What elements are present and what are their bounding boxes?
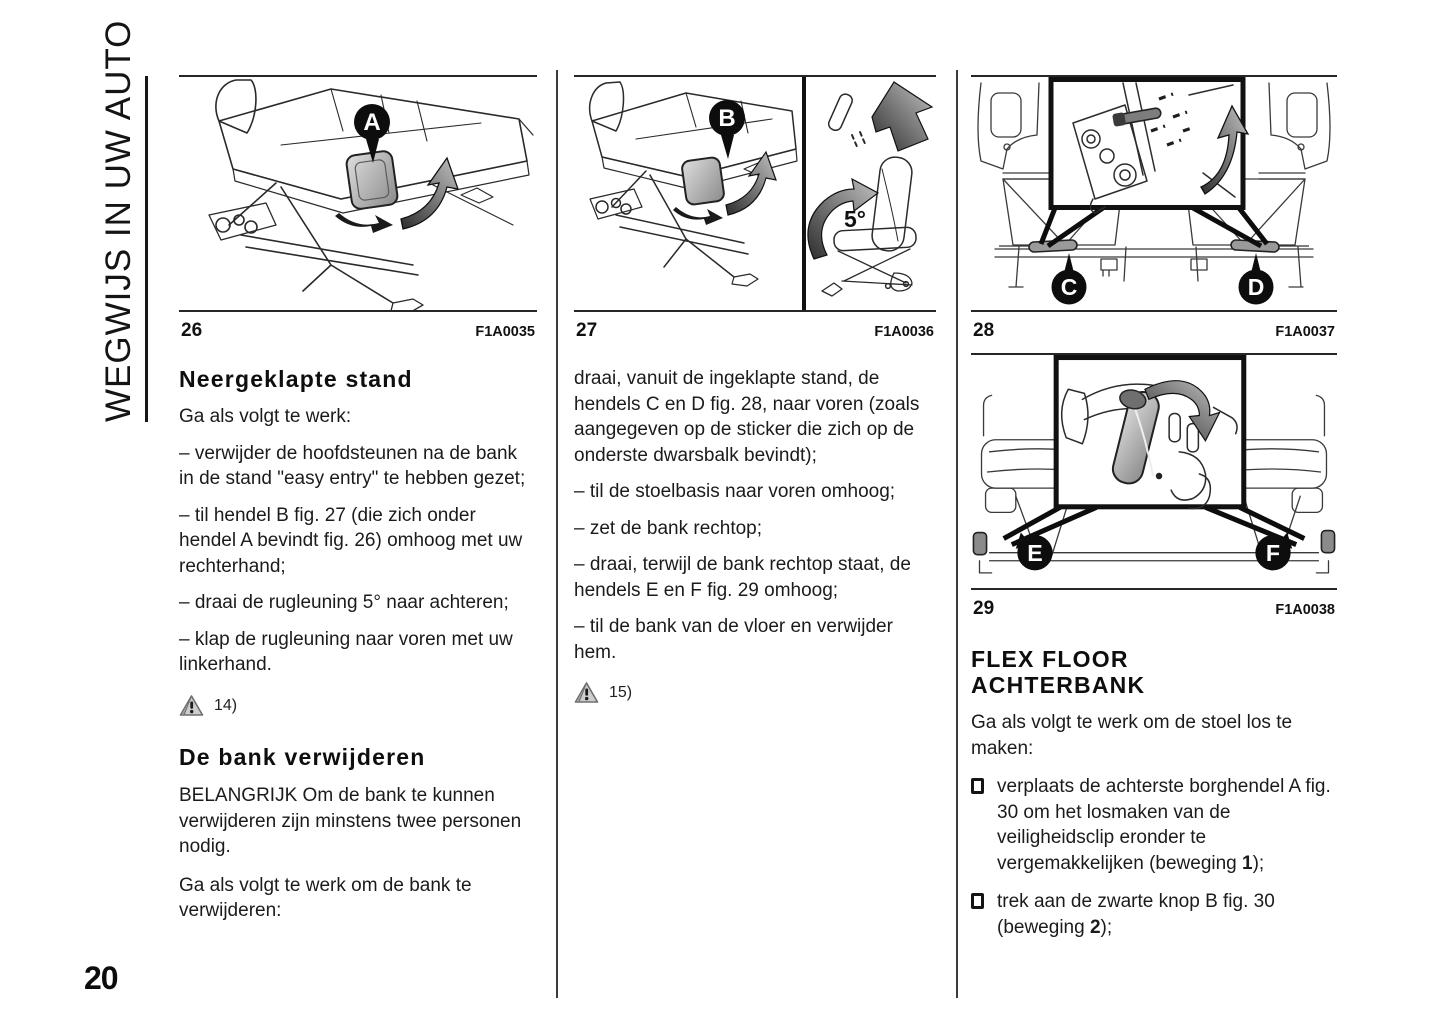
figure-26-code: F1A0035 bbox=[475, 324, 535, 340]
section-heading-neergeklapte-stand: Neergeklapte stand bbox=[179, 366, 413, 392]
label-a-text: A bbox=[363, 109, 381, 136]
col1-item-2: – til hendel B fig. 27 (die zich onder hendel A bevindt fig. 26) omhoog met uw rechterhand; bbox=[179, 504, 523, 577]
figure-29-caption bbox=[971, 590, 1337, 618]
label-d-text: D bbox=[1247, 274, 1265, 300]
col3-bullet-2-post: ); bbox=[1100, 916, 1113, 938]
col1-item-3: – draai de rugleuning 5° naar achteren; bbox=[179, 592, 509, 613]
column-divider-2 bbox=[956, 70, 958, 998]
figure-29-code: F1A0038 bbox=[1275, 602, 1335, 618]
col1-belangrijk-paragraph: BELANGRIJK Om de bank te kunnen verwijderen zijn minstens twee personen nodig. bbox=[179, 785, 522, 857]
col1-item-1: – verwijder de hoofdsteunen na de bank in de stand "easy entry" te hebben gezet; bbox=[179, 442, 526, 489]
col3-bullet-1-bold: 1 bbox=[1242, 852, 1253, 874]
warning-triangle-icon bbox=[574, 681, 599, 704]
chapter-title-vertical: WEGWIJS IN UW AUTO bbox=[99, 19, 138, 422]
column-divider-1 bbox=[556, 70, 558, 998]
label-b-text: B bbox=[718, 105, 736, 132]
column-3 bbox=[971, 75, 1337, 940]
figure-26-caption bbox=[179, 312, 537, 340]
col3-bullet-2-pre: trek aan de zwarte knop B fig. 30 (beweging bbox=[997, 891, 1275, 938]
figure-28-art bbox=[971, 75, 1337, 312]
col2-item-2: – zet de bank rechtop; bbox=[574, 517, 763, 539]
checkbox-bullet-icon bbox=[971, 778, 984, 794]
seat-folded-handle-a-illustration bbox=[179, 77, 537, 310]
warning-note-15 bbox=[574, 680, 936, 706]
col3-intro: Ga als volgt te werk om de stoel los te maken: bbox=[971, 712, 1293, 759]
figure-28 bbox=[971, 75, 1337, 340]
figure-28-inset bbox=[1051, 80, 1243, 208]
figure-29 bbox=[971, 353, 1337, 618]
figure-27-panel-divider bbox=[802, 77, 806, 310]
figure-28-code: F1A0037 bbox=[1275, 324, 1335, 340]
figure-26-number: 26 bbox=[181, 320, 203, 341]
warning-note-14 bbox=[179, 693, 537, 719]
section-heading-flex-floor bbox=[971, 646, 1337, 698]
small-rotate-arrow bbox=[335, 213, 393, 233]
col3-bullet-1-pre: verplaats de achterste borghendel A fig. 30 om het losmaken van de veiligheidsclip eronder te vergemakkelijken (beweging bbox=[997, 776, 1331, 874]
figure-26 bbox=[179, 75, 537, 340]
col3-bullet-1-post: ); bbox=[1252, 852, 1265, 874]
angle-5-degrees: 5° bbox=[844, 206, 866, 232]
figure-27-code: F1A0036 bbox=[874, 324, 934, 340]
col3-bullet-2 bbox=[971, 889, 1337, 940]
col1-procedure-paragraph: Ga als volgt te werk om de bank te verwijderen: bbox=[179, 874, 472, 921]
label-f-text: F bbox=[1265, 539, 1281, 566]
warning-ref-14: 14) bbox=[214, 696, 238, 714]
latch-e bbox=[973, 533, 986, 555]
col3-bullet-2-bold: 2 bbox=[1089, 916, 1101, 938]
figure-28-caption bbox=[971, 312, 1337, 340]
label-e-text: E bbox=[1027, 539, 1043, 566]
bench-frame-handles-c-d-illustration bbox=[971, 77, 1337, 310]
figure-29-number: 29 bbox=[973, 598, 995, 619]
page-number: 20 bbox=[84, 960, 118, 996]
warning-ref-15: 15) bbox=[609, 684, 633, 701]
col2-item-1: – til de stoelbasis naar voren omhoog; bbox=[574, 481, 896, 502]
figure-29-art bbox=[971, 353, 1337, 590]
col2-item-4: – til de bank van de vloer en verwijder hem. bbox=[574, 616, 893, 663]
figure-27 bbox=[574, 75, 936, 340]
column-2 bbox=[574, 75, 936, 706]
checkbox-bullet-icon bbox=[971, 893, 984, 909]
figure-26-art bbox=[179, 75, 537, 312]
figure-27-art bbox=[574, 75, 936, 312]
chapter-title-rule bbox=[145, 76, 148, 422]
col1-intro: Ga als volgt te werk: bbox=[179, 406, 352, 427]
curved-arrow bbox=[726, 152, 776, 215]
latch-f bbox=[1321, 531, 1334, 553]
flex-floor-line2: ACHTERBANK bbox=[971, 672, 1146, 698]
rotate-5deg-arrow bbox=[808, 179, 878, 259]
figure-27-caption bbox=[574, 312, 936, 340]
figure-27-number: 27 bbox=[576, 320, 598, 341]
col1-item-4: – klap de rugleuning naar voren met uw linkerhand. bbox=[179, 628, 513, 675]
bench-frame-handles-e-f-illustration bbox=[971, 355, 1337, 588]
big-up-arrow bbox=[872, 82, 932, 151]
col2-item-3: – draai, terwijl de bank rechtop staat, de hendels E en F fig. 29 omhoog; bbox=[574, 554, 911, 601]
flex-floor-line1: FLEX FLOOR bbox=[971, 646, 1129, 672]
col2-continuation-paragraph: draai, vanuit de ingeklapte stand, de hendels C en D fig. 28, naar voren (zoals aangegeven op de sticker die zich op de onderste dwarsbalk bevindt); bbox=[574, 368, 920, 466]
warning-triangle-icon bbox=[179, 694, 204, 717]
figure-28-number: 28 bbox=[973, 320, 995, 341]
section-heading-de-bank-verwijderen: De bank verwijderen bbox=[179, 744, 426, 770]
handle-b bbox=[681, 157, 725, 206]
label-c-text: C bbox=[1060, 274, 1078, 300]
column-1 bbox=[179, 75, 537, 924]
col3-bullet-1 bbox=[971, 774, 1337, 876]
seat-handle-b-and-5deg-illustration bbox=[574, 77, 936, 310]
